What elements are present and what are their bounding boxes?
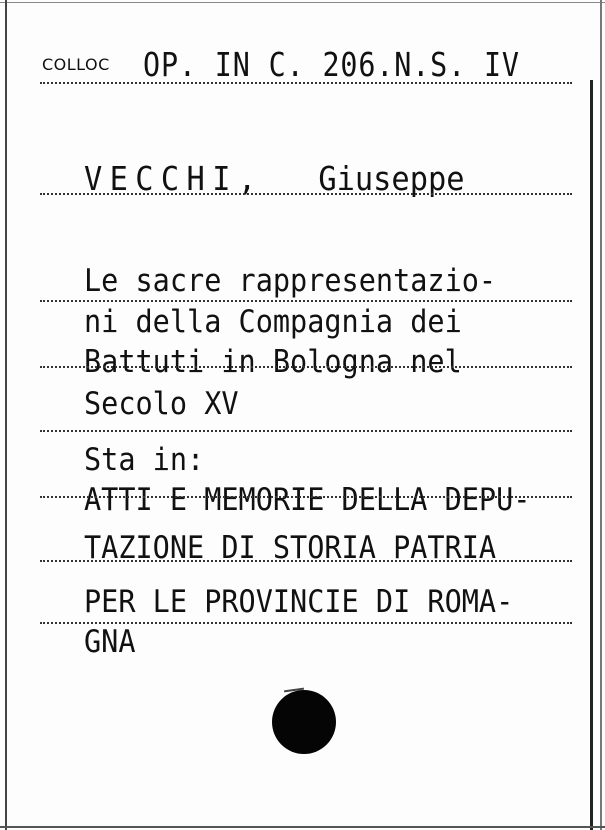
card-left-edge [5, 0, 7, 830]
dotted-rule [40, 193, 572, 195]
card-top-edge [0, 2, 605, 3]
dotted-rule [40, 496, 572, 498]
source-line: GNA [84, 624, 136, 660]
title-line: Battuti in Bologna nel [84, 344, 462, 380]
dotted-rule [40, 560, 572, 562]
title-line: Secolo XV [84, 386, 239, 422]
colloc-label: COLLOC [42, 55, 110, 74]
title-line: Le sacre rappresentazio- [84, 263, 497, 299]
dotted-rule [40, 300, 572, 302]
author-heading [84, 159, 465, 198]
source-line: TAZIONE DI STORIA PATRIA [84, 530, 497, 566]
card-right-edge [590, 80, 593, 830]
dotted-rule [40, 366, 572, 368]
dotted-rule [40, 82, 572, 84]
contained-in-label: Sta in: [84, 442, 205, 478]
author-surname: VECCHI, [84, 159, 264, 198]
card-bottom-edge [0, 826, 605, 828]
source-line: ATTI E MEMORIE DELLA DEPU- [84, 482, 531, 518]
card-outer-right-edge [600, 0, 602, 830]
title-line: ni della Compagnia dei [84, 304, 462, 340]
punch-hole [272, 690, 336, 754]
author-given-name: Giuseppe [318, 159, 465, 198]
shelfmark: OP. IN C. 206.N.S. IV [143, 45, 520, 84]
source-line: PER LE PROVINCIE DI ROMA- [84, 584, 514, 620]
dotted-rule [40, 430, 572, 432]
